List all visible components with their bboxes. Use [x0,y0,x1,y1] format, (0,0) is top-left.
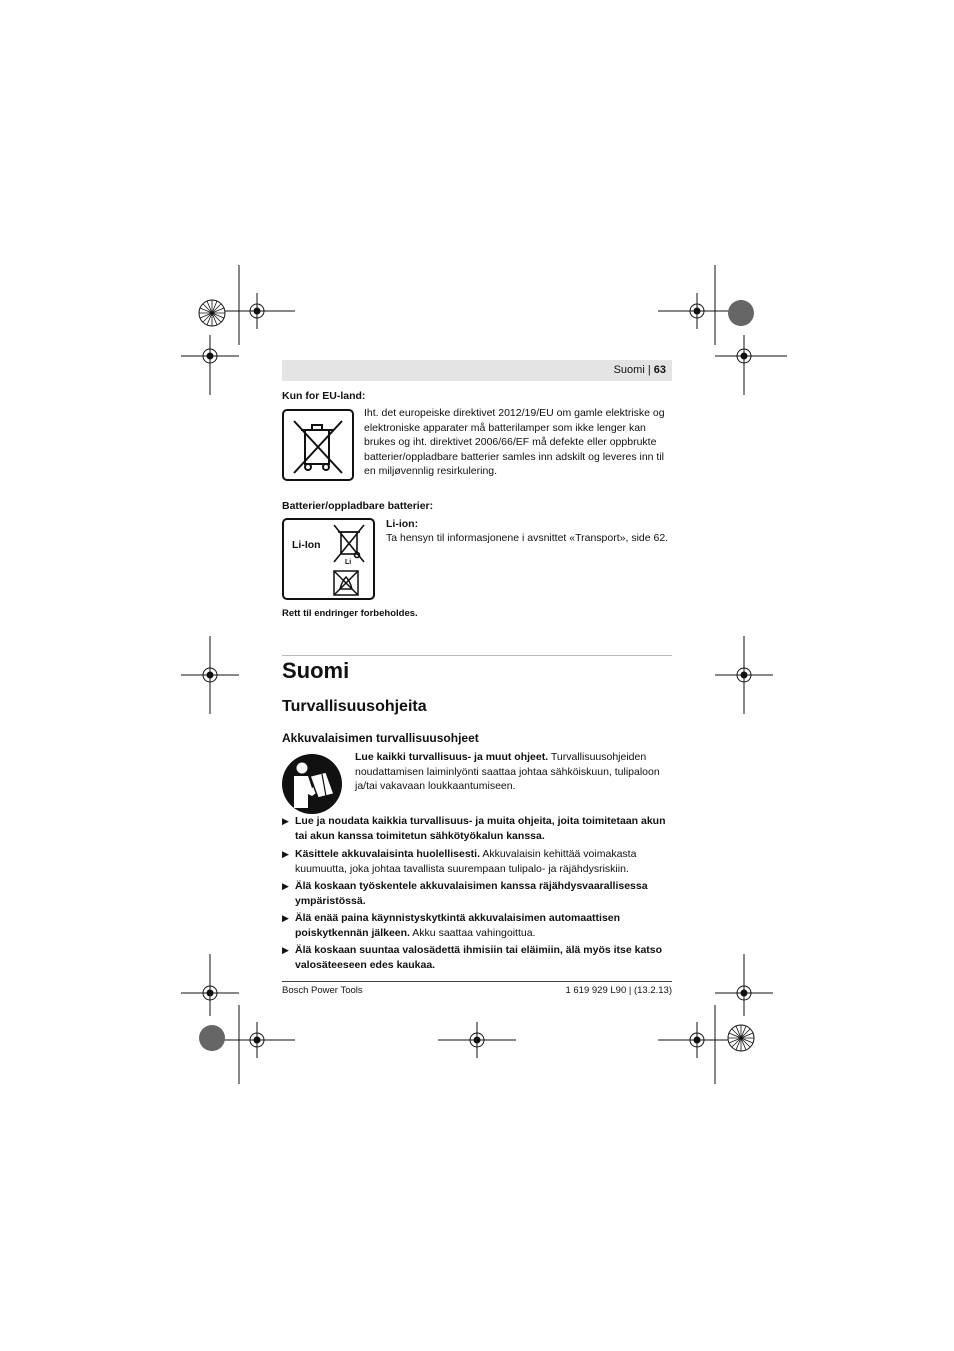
li-ion-text: Ta hensyn til informasjonene i avsnittet «Transport», side 62. [386,532,669,544]
batteries-heading: Batterier/oppladbare batterier: [282,500,434,512]
section-title: Suomi [282,658,350,683]
footer-right: 1 619 929 L90 | (13.2.13) [565,985,672,996]
bullet-text: Akku saattaa vahingoittua. [409,926,536,939]
page-header-text [614,364,666,376]
safety-bullet [282,814,672,843]
safety-bullet [282,943,672,972]
bullet-bold: Älä enää paina käynnistyskytkintä akkuvalaisimen automaattisen poiskytkennän jälkeen. [295,912,621,939]
bullet-text: Akkuvalaisin kehittää voimakasta kuumuutta, joka johtaa tavallista suurempaan tulipalo- ja räjähdysriskiin. [295,848,637,875]
safety-bullet [282,847,672,876]
li-ion-icon-label: Li-Ion [292,539,321,551]
bullet-arrow-icon: ▶ [282,881,289,891]
safety-bullet [282,911,672,940]
bullet-bold: Älä koskaan suuntaa valosädettä ihmisiin tai eläimiin, älä myös itse katso valosäteeseen edes kaukaa. [295,944,663,971]
bullet-arrow-icon: ▶ [282,913,289,923]
rights-note: Rett til endringer forbeholdes. [282,608,418,619]
footer-rule [282,981,672,982]
li-small-label: Li [345,559,352,566]
bullet-arrow-icon: ▶ [282,816,289,826]
li-ion-battery-icon [282,518,375,600]
page-header [282,360,672,381]
bullet-bold: Lue ja noudata kaikkia turvallisuus- ja muita ohjeita, joita toimitetaan akun tai akun kanssa toimitetun sähkötyökalun kanssa. [295,815,666,842]
safety-heading: Akkuvalaisimen turvallisuusohjeet [282,731,479,745]
li-ion-subheading: Li-ion: [386,518,419,530]
safety-intro-text: Turvallisuusohjeiden noudattamisen laiminlyönti saattaa johtaa sähköiskuun, tulipaloon ja/tai vakavaan loukkaantumiseen. [355,751,660,792]
safety-intro [355,750,673,794]
page-number: 63 [653,364,666,376]
section-divider [282,655,672,656]
safety-intro-bold: Lue kaikki turvallisuus- ja muut ohjeet. [355,751,549,763]
subsection-title: Turvallisuusohjeita [282,698,427,715]
bullet-arrow-icon: ▶ [282,849,289,859]
footer-left: Bosch Power Tools [282,985,363,996]
bullet-arrow-icon: ▶ [282,945,289,955]
read-manual-icon [282,754,342,814]
safety-bullet [282,879,672,908]
bullet-bold: Käsittele akkuvalaisinta huolellisesti. [295,848,480,860]
bullet-bold: Älä koskaan työskentele akkuvalaisimen kanssa räjähdysvaarallisessa ympäristössä. [295,880,648,907]
eu-heading: Kun for EU-land: [282,390,366,402]
header-language: Suomi [613,364,645,376]
header-separator: | [647,364,651,376]
no-fire-water-icon [332,569,360,597]
eu-text: Iht. det europeiske direktivet 2012/19/EU om gamle elektriske og elektroniske apparater må batterilamper som ikke lenger kan brukes og iht. direktivet 2006/66/EF må defekte eller oppbrukte batterier/oppladbare batterier samles inn adskilt og leveres inn til en miljøvennlig resirkulering. [364,407,665,477]
weee-disposal-icon [282,409,354,481]
